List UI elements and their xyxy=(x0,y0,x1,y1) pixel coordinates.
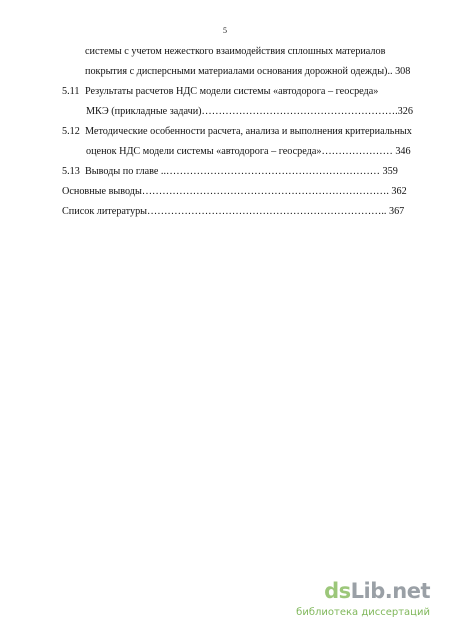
toc-5-13-title: Выводы по главе ..……………………………………………………… 359 xyxy=(85,166,398,177)
toc-5-11-number: 5.11 xyxy=(62,86,80,97)
toc-main-conclusions: Основные выводы………………………………………………………………. 362 xyxy=(62,186,407,197)
toc-5-12-title-line-2: оценок НДС модели системы «автодорога – геосреда»………………… 346 xyxy=(86,146,411,157)
toc-5-12-title-line-1: Методические особенности расчета, анализа и выполнения критериальных xyxy=(85,126,412,137)
watermark-logo-lib: Lib.net xyxy=(350,579,430,603)
watermark-logo-text xyxy=(324,579,430,603)
toc-5-11-title-line-2: МКЭ (прикладные задачи)………………………………………………….326 xyxy=(86,106,413,117)
watermark-logo-ds: ds xyxy=(324,579,351,603)
page-number: 5 xyxy=(223,26,227,35)
toc-5-10-continuation-line-1: системы с учетом нежесткого взаимодействия сплошных материалов xyxy=(85,46,386,57)
toc-5-10-continuation-line-2: покрытия с дисперсными материалами основания дорожной одежды).. 308 xyxy=(85,66,411,77)
toc-references: Список литературы…………………………………………………………….. 367 xyxy=(62,206,405,217)
toc-5-12-number: 5.12 xyxy=(62,126,80,137)
toc-5-13-number: 5.13 xyxy=(62,166,80,177)
watermark-logo xyxy=(282,579,432,623)
toc-5-11-title-line-1: Результаты расчетов НДС модели системы «автодорога – геосреда» xyxy=(85,86,379,97)
watermark-subtitle: библиотека диссертаций xyxy=(296,607,430,618)
